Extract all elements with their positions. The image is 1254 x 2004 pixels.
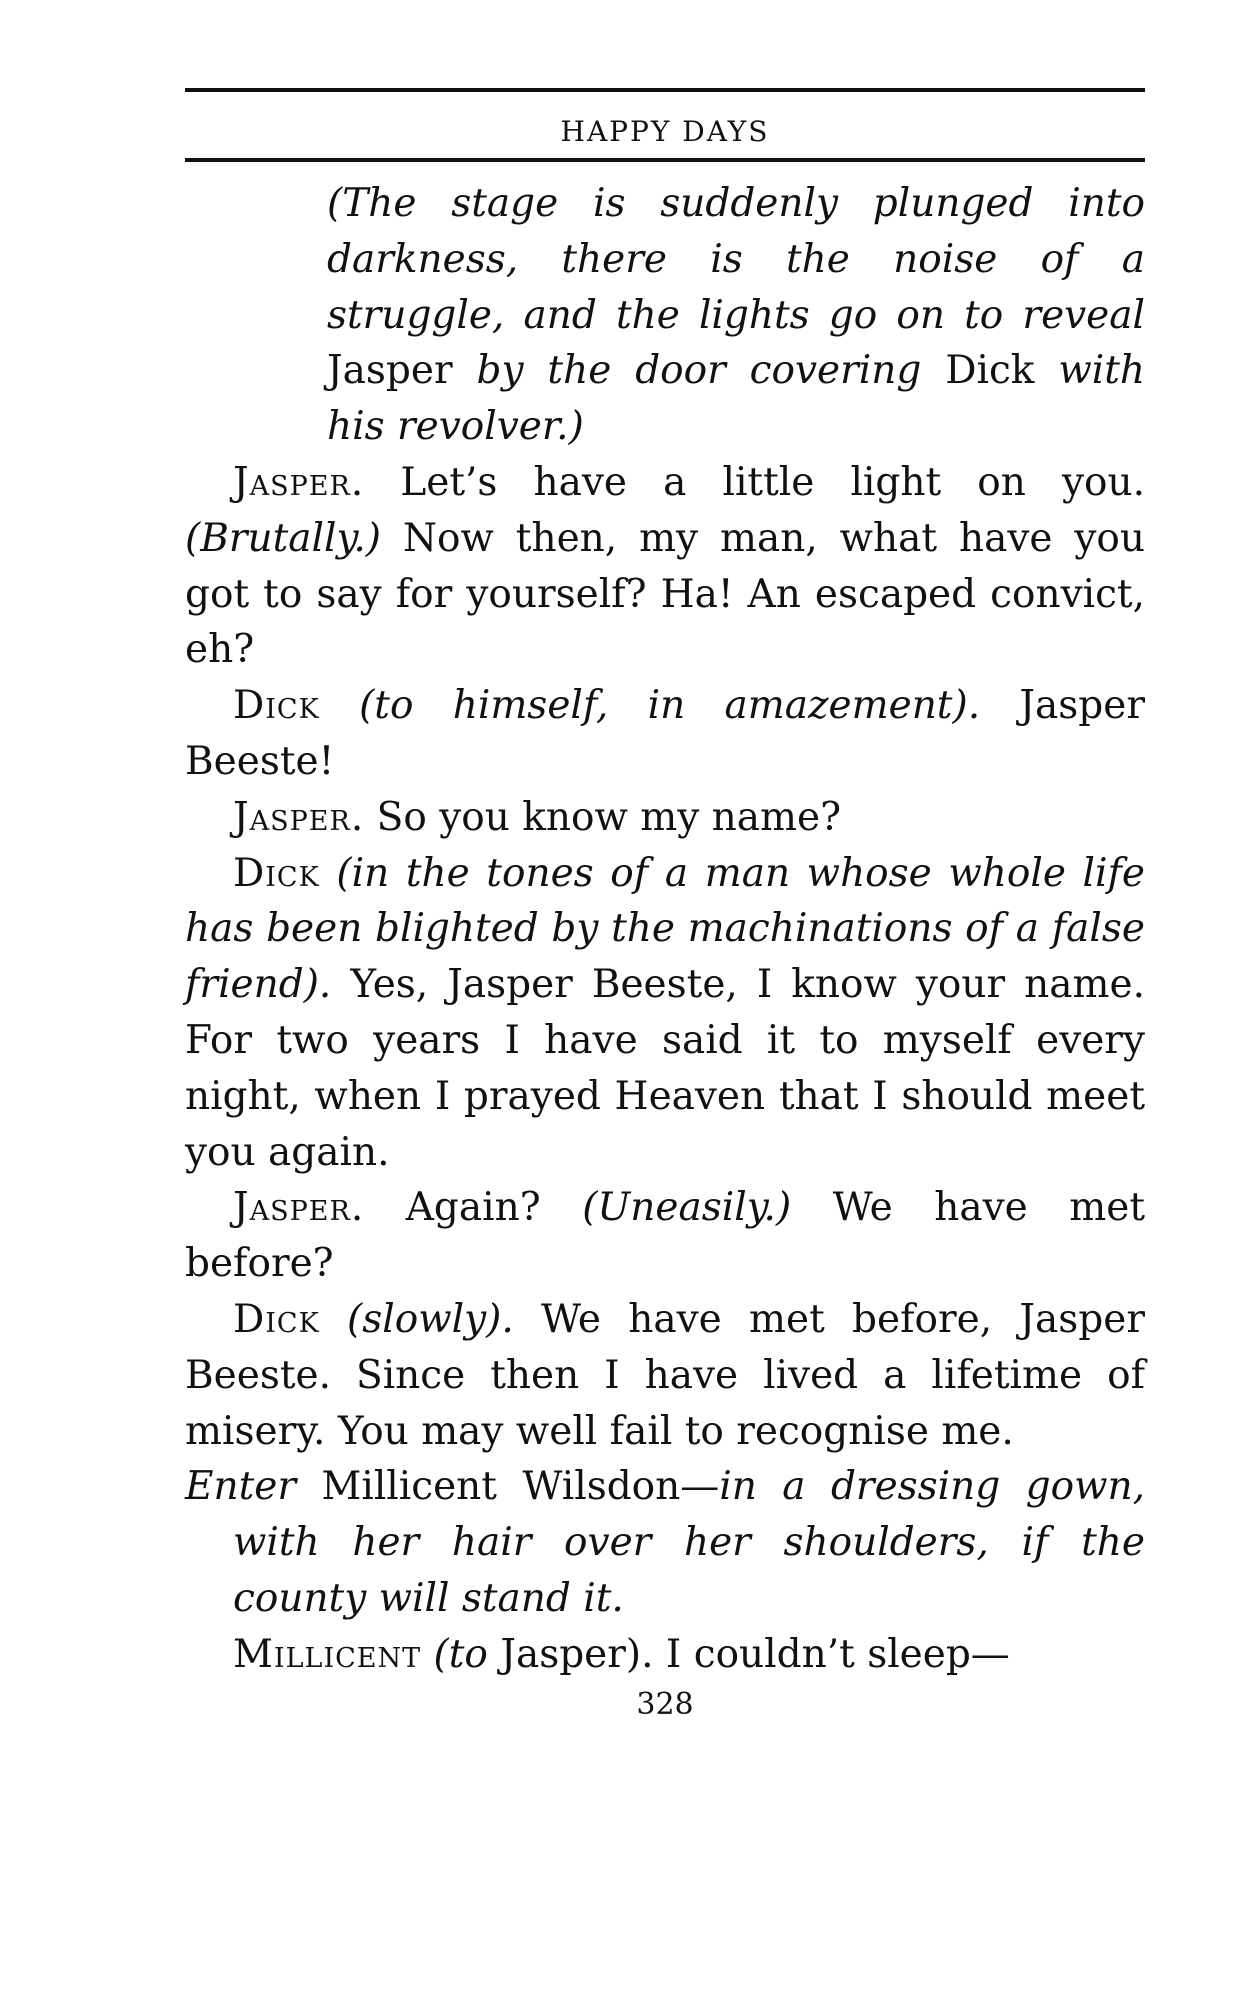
dialogue-line: Jasper. So you know my name? [233, 794, 842, 840]
dialogue-line: Jasper. Let’s have a little light on you. (Brutally.) Now then, my man, what have you got to say for yourself? Ha! An escaped convict, eh? [185, 459, 1145, 673]
character-name: Dick [945, 348, 1035, 394]
page-number: 328 [636, 1686, 694, 1722]
running-head: HAPPY DAYS [560, 115, 770, 148]
dialogue-line: Dick (in the tones of a man whose whole life has been blighted by the machinations of a false friend). Yes, Jasper Beeste, I know your name. For two years I have said it to myself every night, when I prayed Heaven that I should meet you again. [185, 850, 1145, 1175]
entrance-direction: Enter Millicent Wilsdon—in a dressing gown, with her hair over her shoulders, if the county will stand it. [185, 1464, 1146, 1621]
speaker-name: Jasper. [233, 459, 365, 505]
speaker-name: Jasper. [233, 1185, 365, 1231]
character-name: Jasper [500, 1631, 626, 1677]
stage-direction: (The stage is suddenly plunged into darkness, there is the noise of a struggle, and the lights go on to reveal Jasper by the door covering Dick with his revolver.) [327, 181, 1145, 450]
dialogue-line: Dick (slowly). We have met before, Jasper Beeste. Since then I have lived a lifetime of misery. You may well fail to recognise me. [185, 1296, 1145, 1454]
dialogue-line: Dick (to himself, in amazement). Jasper Beeste! [185, 683, 1145, 784]
book-page [185, 88, 1145, 1722]
character-name: Millicent Wilsdon [321, 1464, 681, 1510]
stage-direction-inline: (in the tones of a man whose whole life has been blighted by the machinations of a false friend). [185, 850, 1145, 1008]
speaker-name: Jasper. [233, 794, 365, 840]
play-text [185, 176, 1145, 1683]
character-name: Jasper [327, 348, 453, 394]
stage-direction-inline: (slowly). [319, 1296, 514, 1342]
speaker-name: Dick [233, 850, 320, 896]
stage-direction-inline: (to himself, in amazement). [319, 683, 981, 729]
dialogue-line: Millicent (to Jasper). I couldn’t sleep— [233, 1631, 1010, 1677]
stage-direction-inline: (Uneasily.) [582, 1185, 792, 1231]
speaker-name: Dick [233, 1296, 320, 1342]
speaker-name: Dick [233, 683, 320, 729]
header-rule-top [185, 88, 1145, 92]
dialogue-line: Jasper. Again? (Uneasily.) We have met before? [185, 1185, 1145, 1287]
speaker-name: Millicent [233, 1631, 422, 1677]
header-rule-bottom [185, 158, 1145, 162]
stage-direction-inline: (Brutally.) [185, 515, 381, 561]
